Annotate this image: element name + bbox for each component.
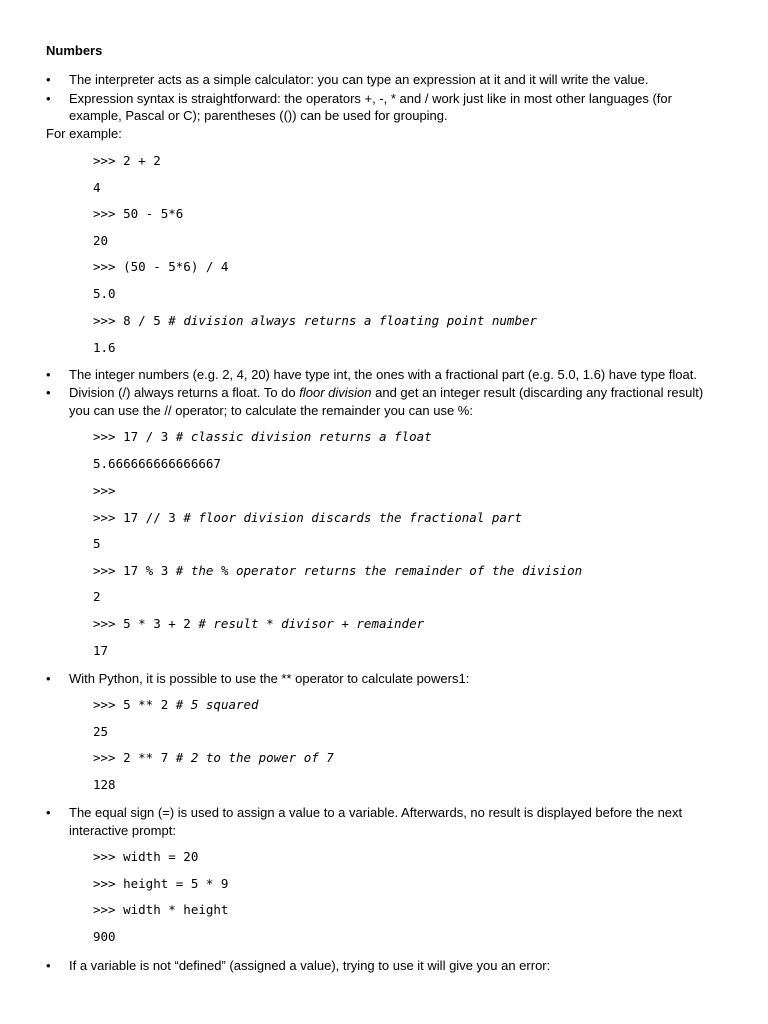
- code-line: >>> 2 + 2: [93, 153, 161, 168]
- code-line: >>> width * height: [93, 902, 229, 917]
- code-line: 17: [93, 643, 109, 658]
- bullet-text: The integer numbers (e.g. 2, 4, 20) have type int, the ones with a fractional part (e.g. 5.0, 1.6) have type float.: [69, 367, 697, 382]
- code-line: >>> 2 ** 7 # 2 to the power of 7: [93, 750, 334, 765]
- code-line: >>> 17 % 3 # the % operator returns the remainder of the division: [93, 563, 583, 578]
- code-line: >>> 8 / 5 # division always returns a floating point number: [93, 313, 538, 328]
- code-line: >>> (50 - 5*6) / 4: [93, 259, 229, 274]
- bullet-mark: •: [46, 671, 51, 686]
- bullet-mark: •: [46, 91, 51, 106]
- bullet-text-continued: example, Pascal or C); parentheses (()) can be used for grouping.: [69, 108, 448, 123]
- bullet-mark: •: [46, 958, 51, 973]
- code-line: 1.6: [93, 340, 116, 355]
- bullet-mark: •: [46, 367, 51, 382]
- code-line: 5: [93, 536, 101, 551]
- code-line: >>> 5 ** 2 # 5 squared: [93, 697, 259, 712]
- code-line: >>>: [93, 483, 116, 498]
- code-line: 5.0: [93, 286, 116, 301]
- code-line: 2: [93, 589, 101, 604]
- bullet-text-continued: interactive prompt:: [69, 823, 176, 838]
- section-heading: Numbers: [46, 43, 103, 58]
- code-line: 5.666666666666667: [93, 456, 221, 471]
- bullet-text: Expression syntax is straightforward: the operators +, -, * and / work just like in most other languages (for: [69, 91, 672, 106]
- bullet-text: If a variable is not “defined” (assigned a value), trying to use it will give you an error:: [69, 958, 551, 973]
- bullet-text: The interpreter acts as a simple calculator: you can type an expression at it and it will write the value.: [69, 72, 649, 87]
- bullet-mark: •: [46, 72, 51, 87]
- bullet-mark: •: [46, 805, 51, 820]
- code-line: >>> height = 5 * 9: [93, 876, 229, 891]
- code-line: >>> 17 // 3 # floor division discards the fractional part: [93, 510, 522, 525]
- bullet-text: The equal sign (=) is used to assign a value to a variable. Afterwards, no result is displayed before the next: [69, 805, 683, 820]
- code-line: >>> width = 20: [93, 849, 199, 864]
- code-line: >>> 50 - 5*6: [93, 206, 184, 221]
- code-line: >>> 5 * 3 + 2 # result * divisor + remainder: [93, 616, 425, 631]
- code-line: 900: [93, 929, 116, 944]
- code-line: >>> 17 / 3 # classic division returns a float: [93, 429, 432, 444]
- bullet-text: Division (/) always returns a float. To do floor division and get an integer result (discarding any fractional result): [69, 385, 704, 400]
- bullet-text-continued: you can use the // operator; to calculate the remainder you can use %:: [69, 403, 473, 418]
- bullet-mark: •: [46, 385, 51, 400]
- code-line: 25: [93, 724, 109, 739]
- code-line: 20: [93, 233, 109, 248]
- code-line: 4: [93, 180, 101, 195]
- for-example-label: For example:: [46, 126, 122, 141]
- code-line: 128: [93, 777, 116, 792]
- bullet-text: With Python, it is possible to use the ** operator to calculate powers1:: [69, 671, 470, 686]
